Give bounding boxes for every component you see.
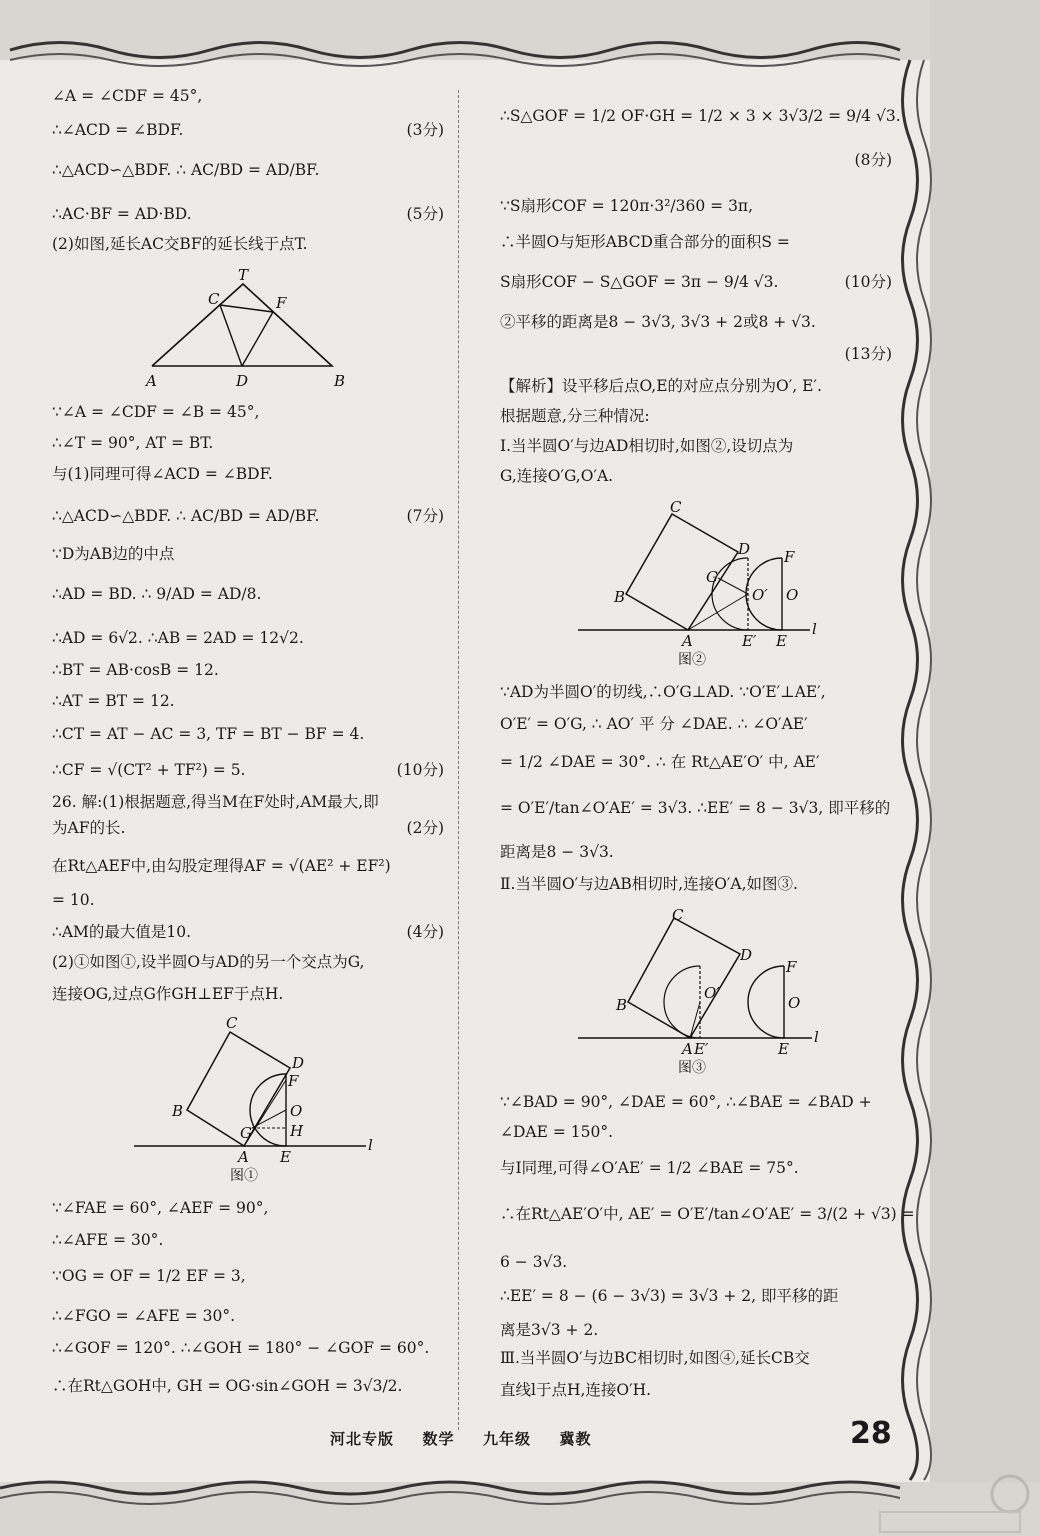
right-col-line: ∵AD为半圆O′的切线,∴O′G⊥AD. ∵O′E′⊥AE′, xyxy=(500,683,826,701)
fig1-label-c: C xyxy=(226,1014,238,1032)
left-col-line: ∴AC·BF = AD·BD. xyxy=(52,205,192,223)
right-col-line: 与Ⅰ同理,可得∠O′AE′ = 1/2 ∠BAE = 75°. xyxy=(500,1159,799,1177)
fig-tri-label-b: B xyxy=(334,372,346,390)
right-col-line: 直线l于点H,连接O′H. xyxy=(500,1381,652,1399)
fig2-label-c: C xyxy=(670,498,682,516)
right-col-line: O′E′ = O′G, ∴ AO′ 平 分 ∠DAE. ∴ ∠O′AE′ xyxy=(500,715,808,733)
triangle-figure xyxy=(140,262,360,392)
fig1-caption: 图① xyxy=(230,1168,258,1184)
right-col-line: ∴S△GOF = 1/2 OF·GH = 1/2 × 3 × 3√3/2 = 9/4 √3. xyxy=(500,107,901,125)
fig3-label-e: E xyxy=(778,1040,789,1058)
fig1-label-h: H xyxy=(290,1122,304,1140)
left-col-line: ∴∠T = 90°, AT = BT. xyxy=(52,434,214,452)
right-col-score: (8分) xyxy=(854,151,892,169)
fig2-caption: 图② xyxy=(678,652,706,668)
fig-tri-label-d: D xyxy=(236,372,249,390)
fig1-label-a: A xyxy=(238,1148,249,1166)
right-col-line: ②平移的距离是8 − 3√3, 3√3 + 2或8 + √3. xyxy=(500,313,816,331)
right-col-line: 【解析】设平移后点O,E的对应点分别为O′, E′. xyxy=(500,377,822,395)
fig1-label-l: l xyxy=(368,1136,373,1154)
right-col-line: ∴EE′ = 8 − (6 − 3√3) = 3√3 + 2, 即平移的距 xyxy=(500,1287,839,1305)
fig3-label-o: O xyxy=(788,994,801,1012)
left-col-line: 为AF的长. xyxy=(52,819,126,837)
left-col-line: ∵∠FAE = 60°, ∠AEF = 90°, xyxy=(52,1199,269,1217)
left-col-line: 连接OG,过点G作GH⊥EF于点H. xyxy=(52,985,284,1003)
left-col-line: ∴在Rt△GOH中, GH = OG·sin∠GOH = 3√3/2. xyxy=(52,1377,403,1395)
column-divider xyxy=(458,90,459,1430)
fig3-label-c: C xyxy=(672,906,684,924)
left-col-line: ∴AD = 6√2. ∴AB = 2AD = 12√2. xyxy=(52,629,304,647)
fig2-label-a: A xyxy=(682,632,693,650)
fig2-label-l: l xyxy=(812,620,817,638)
fig3-caption: 图③ xyxy=(678,1060,706,1074)
right-col-line: S扇形COF − S△GOF = 3π − 9/4 √3. xyxy=(500,273,779,291)
right-col-line: Ⅰ.当半圆O′与边AD相切时,如图②,设切点为 xyxy=(500,437,794,455)
left-col-score: (2分) xyxy=(406,819,444,837)
fig-tri-label-f: F xyxy=(276,294,287,312)
figure-3 xyxy=(570,904,840,1074)
page-number: 28 xyxy=(850,1416,892,1451)
fig1-label-b: B xyxy=(172,1102,184,1120)
right-border-decoration xyxy=(890,0,1040,1536)
right-col-score: (13分) xyxy=(844,345,892,363)
left-col-line: ∴△ACD∽△BDF. ∴ AC/BD = AD/BF. xyxy=(52,161,320,179)
fig2-label-e: E xyxy=(776,632,787,650)
watermark-logo xyxy=(860,1472,1040,1536)
left-col-line: ∴AT = BT = 12. xyxy=(52,692,175,710)
footer xyxy=(330,1428,591,1449)
right-col-line: = O′E′/tan∠O′AE′ = 3√3. ∴EE′ = 8 − 3√3, 即平移的 xyxy=(500,799,891,817)
left-col-score: (5分) xyxy=(406,205,444,223)
fig2-label-g: G xyxy=(706,568,718,586)
fig2-label-e-prime: E′ xyxy=(742,632,757,650)
fig2-label-o-prime: O′ xyxy=(752,586,768,604)
left-col-line: ∴AD = BD. ∴ 9/AD = AD/8. xyxy=(52,585,262,603)
left-col-line: ∠A = ∠CDF = 45°, xyxy=(52,87,203,105)
left-col-line: 与(1)同理可得∠ACD = ∠BDF. xyxy=(52,465,273,483)
fig3-label-a: A xyxy=(682,1040,693,1058)
footer-grade: 九年级 xyxy=(482,1430,531,1448)
left-col-line: ∵∠A = ∠CDF = ∠B = 45°, xyxy=(52,403,260,421)
fig3-label-l: l xyxy=(814,1028,819,1046)
left-col-line: ∴AM的最大值是10. xyxy=(52,923,192,941)
fig1-label-g: G xyxy=(240,1124,252,1142)
left-col-line: ∴CT = AT − AC = 3, TF = BT − BF = 4. xyxy=(52,725,365,743)
fig3-label-f: F xyxy=(786,958,797,976)
fig1-label-o: O xyxy=(290,1102,303,1120)
footer-subject: 数学 xyxy=(422,1430,455,1448)
left-col-line: (2)①如图①,设半圆O与AD的另一个交点为G, xyxy=(52,953,365,971)
left-col-line: 26. 解:(1)根据题意,得当M在F处时,AM最大,即 xyxy=(52,793,379,811)
left-col-line: (2)如图,延长AC交BF的延长线于点T. xyxy=(52,235,308,253)
fig-tri-label-a: A xyxy=(146,372,157,390)
fig1-label-f: F xyxy=(288,1072,299,1090)
fig1-label-d: D xyxy=(292,1054,305,1072)
right-col-line: = 1/2 ∠DAE = 30°. ∴ 在 Rt△AE′O′ 中, AE′ xyxy=(500,753,820,771)
left-col-line: ∴∠FGO = ∠AFE = 30°. xyxy=(52,1307,236,1325)
footer-edition: 河北专版 xyxy=(330,1430,395,1448)
right-col-line: ∴在Rt△AE′O′中, AE′ = O′E′/tan∠O′AE′ = 3/(2 + √3) = xyxy=(500,1205,915,1223)
fig2-label-o: O xyxy=(786,586,799,604)
footer-publisher: 冀教 xyxy=(559,1430,592,1448)
left-col-score: (4分) xyxy=(406,923,444,941)
left-col-line: ∵D为AB边的中点 xyxy=(52,545,175,563)
right-col-line: G,连接O′G,O′A. xyxy=(500,467,614,485)
left-col-line: 在Rt△AEF中,由勾股定理得AF = √(AE² + EF²) xyxy=(52,857,391,875)
fig1-label-e: E xyxy=(280,1148,291,1166)
left-col-line: ∴BT = AB·cosB = 12. xyxy=(52,661,219,679)
right-col-line: Ⅱ.当半圆O′与边AB相切时,连接O′A,如图③. xyxy=(500,875,798,893)
left-col-line: ∴∠ACD = ∠BDF. xyxy=(52,121,184,139)
left-col-line: ∴△ACD∽△BDF. ∴ AC/BD = AD/BF. xyxy=(52,507,320,525)
right-col-line: 6 − 3√3. xyxy=(500,1253,568,1271)
right-col-line: 距离是8 − 3√3. xyxy=(500,843,614,861)
fig2-label-f: F xyxy=(784,548,795,566)
fig3-label-o-prime: O′ xyxy=(704,984,720,1002)
left-col-line: = 10. xyxy=(52,891,95,909)
fig3-label-d: D xyxy=(740,946,753,964)
fig-tri-label-c: C xyxy=(208,290,220,308)
fig2-label-b: B xyxy=(614,588,626,606)
right-col-line: 根据题意,分三种情况: xyxy=(500,407,650,425)
figure-1 xyxy=(130,1010,390,1190)
fig2-label-d: D xyxy=(738,540,751,558)
fig3-label-b: B xyxy=(616,996,628,1014)
right-col-line: ∴半圆O与矩形ABCD重合部分的面积S = xyxy=(500,233,790,251)
left-col-line: ∵OG = OF = 1/2 EF = 3, xyxy=(52,1267,246,1285)
fig3-label-e-prime: E′ xyxy=(694,1040,709,1058)
right-col-line: ∵S扇形COF = 120π·3²/360 = 3π, xyxy=(500,197,754,215)
left-col-score: (7分) xyxy=(406,507,444,525)
right-col-line: ∠DAE = 150°. xyxy=(500,1123,614,1141)
left-col-line: ∴CF = √(CT² + TF²) = 5. xyxy=(52,761,246,779)
left-col-line: ∴∠GOF = 120°. ∴∠GOH = 180° − ∠GOF = 60°. xyxy=(52,1339,430,1357)
top-border-decoration xyxy=(0,0,1040,78)
right-col-score: (10分) xyxy=(844,273,892,291)
left-col-score: (3分) xyxy=(406,121,444,139)
fig-tri-label-t: T xyxy=(238,266,249,284)
right-col-line: Ⅲ.当半圆O′与边BC相切时,如图④,延长CB交 xyxy=(500,1349,810,1367)
right-col-line: 离是3√3 + 2. xyxy=(500,1321,599,1339)
left-col-score: (10分) xyxy=(396,761,444,779)
figure-2 xyxy=(570,498,840,668)
left-col-line: ∴∠AFE = 30°. xyxy=(52,1231,164,1249)
right-col-line: ∵∠BAD = 90°, ∠DAE = 60°, ∴∠BAE = ∠BAD + xyxy=(500,1093,872,1111)
